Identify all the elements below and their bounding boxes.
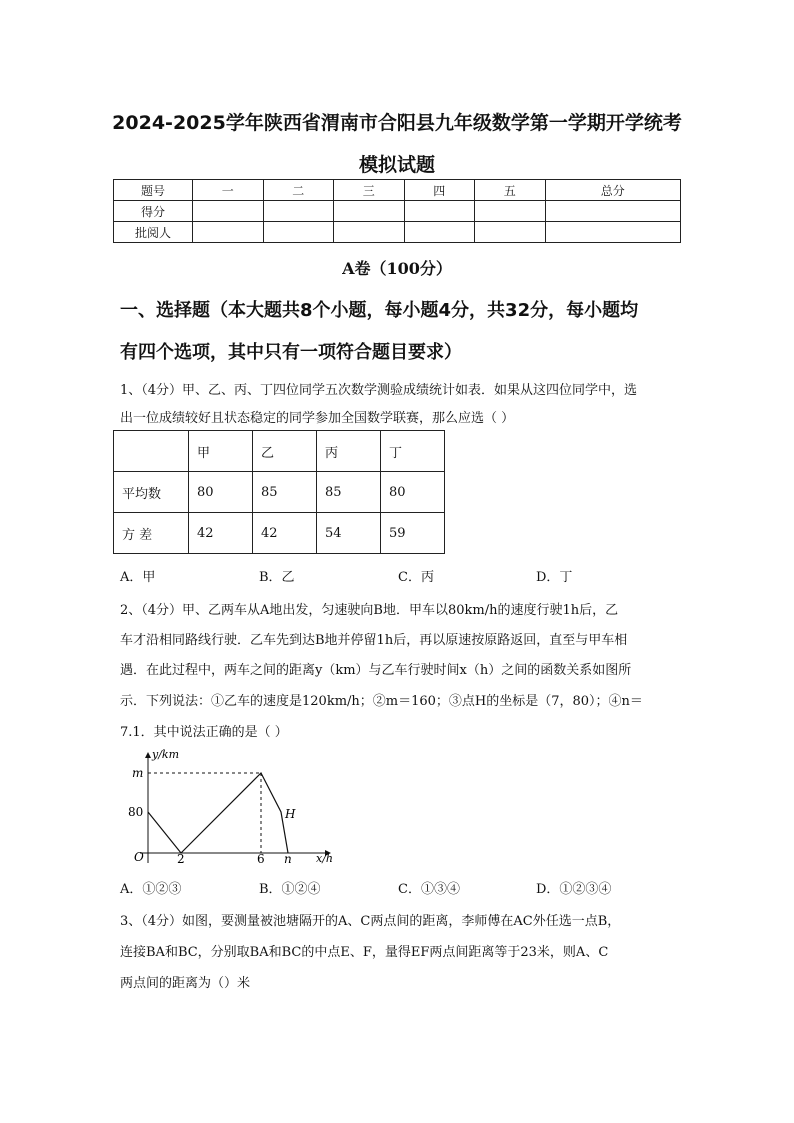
x-axis-label: x/h [316, 852, 333, 865]
score-cell [545, 222, 681, 243]
score-cell [193, 222, 264, 243]
section-a-heading: A卷（100分） [342, 259, 452, 278]
q1-header-cell: 丙 [317, 431, 381, 472]
q2-option-a[interactable]: A．①②③ [120, 882, 182, 897]
score-cell [334, 201, 405, 222]
q1-table-header-row [114, 431, 445, 472]
q1-cell: 80 [189, 472, 253, 513]
score-row-label: 得分 [114, 201, 193, 222]
q1-option-c[interactable]: C．丙 [398, 570, 434, 585]
q1-header-cell: 甲 [189, 431, 253, 472]
q1-option-b[interactable]: B．乙 [259, 570, 295, 585]
distance-graph-line [148, 773, 288, 853]
q2-function-graph [118, 745, 340, 867]
label-m: m [132, 766, 144, 780]
score-cell [263, 201, 334, 222]
q3-text-line3: 两点间的距离为（）米 [120, 976, 251, 991]
q2-option-d[interactable]: D．①②③④ [536, 882, 612, 897]
score-table-row [114, 222, 681, 243]
q3-text-line2: 连接BA和BC，分别取BA和BC的中点E、F，量得EF两点间距离等于23米，则A、C [120, 945, 609, 960]
q2-option-b[interactable]: B．①②④ [259, 882, 321, 897]
q1-cell: 42 [253, 513, 317, 554]
part1-heading-line2: 有四个选项，其中只有一项符合题目要求） [120, 342, 462, 363]
score-cell [263, 222, 334, 243]
score-table [113, 179, 681, 243]
score-cell [545, 201, 681, 222]
q1-cell: 42 [189, 513, 253, 554]
score-table-row [114, 201, 681, 222]
q1-cell: 80 [381, 472, 445, 513]
q2-option-c[interactable]: C．①③④ [398, 882, 460, 897]
q1-option-a[interactable]: A．甲 [120, 570, 156, 585]
score-cell [404, 201, 475, 222]
score-header-cell: 一 [193, 180, 264, 201]
q1-row-label: 方 差 [114, 513, 189, 554]
label-6: 6 [257, 852, 265, 866]
q1-option-d[interactable]: D．丁 [536, 570, 573, 585]
score-table-header-row [114, 180, 681, 201]
label-origin: O [134, 850, 144, 864]
score-cell [475, 201, 546, 222]
part1-heading-line1: 一、选择题（本大题共8个小题，每小题4分，共32分，每小题均 [120, 300, 639, 321]
q2-text-line5: 7.1．其中说法正确的是（ ） [120, 725, 288, 740]
score-header-cell: 题号 [114, 180, 193, 201]
score-header-cell: 五 [475, 180, 546, 201]
q1-cell: 54 [317, 513, 381, 554]
label-h: H [285, 807, 296, 821]
q1-cell: 85 [317, 472, 381, 513]
q1-table-row [114, 472, 445, 513]
q1-header-cell [114, 431, 189, 472]
q1-text-line2: 出一位成绩较好且状态稳定的同学参加全国数学联赛，那么应选（ ） [120, 411, 515, 426]
score-cell [334, 222, 405, 243]
label-80: 80 [128, 805, 144, 819]
q1-header-cell: 丁 [381, 431, 445, 472]
q1-row-label: 平均数 [114, 472, 189, 513]
score-cell [475, 222, 546, 243]
score-cell [193, 201, 264, 222]
q1-cell: 85 [253, 472, 317, 513]
label-2: 2 [177, 852, 185, 866]
score-header-cell: 四 [404, 180, 475, 201]
q1-text-line1: 1、（4分）甲、乙、丙、丁四位同学五次数学测验成绩统计如表．如果从这四位同学中，选 [120, 383, 638, 398]
score-cell [404, 222, 475, 243]
y-axis-label: y/km [152, 748, 180, 761]
q1-stats-table [113, 430, 445, 554]
label-n: n [284, 852, 292, 866]
exam-title-line1: 2024-2025学年陕西省渭南市合阳县九年级数学第一学期开学统考 [112, 112, 682, 134]
q2-text-line4: 示．下列说法：①乙车的速度是120km/h；②m＝160；③点H的坐标是（7，80）；④n＝ [120, 694, 643, 709]
score-row-label: 批阅人 [114, 222, 193, 243]
q2-text-line1: 2、（4分）甲、乙两车从A地出发，匀速驶向B地．甲车以80km/h的速度行驶1h后，乙 [120, 603, 619, 618]
q1-table-row [114, 513, 445, 554]
q2-text-line2: 车才沿相同路线行驶．乙车先到达B地并停留1h后，再以原速按原路返回，直至与甲车相 [120, 633, 628, 648]
q3-text-line1: 3、（4分）如图，要测量被池塘隔开的A、C两点间的距离，李师傅在AC外任选一点B， [120, 914, 621, 929]
score-header-cell: 三 [334, 180, 405, 201]
q1-header-cell: 乙 [253, 431, 317, 472]
exam-title-line2: 模拟试题 [358, 154, 435, 176]
q1-cell: 59 [381, 513, 445, 554]
score-header-cell: 二 [263, 180, 334, 201]
q2-text-line3: 遇．在此过程中，两车之间的距离y（km）与乙车行驶时间x（h）之间的函数关系如图所 [120, 663, 632, 678]
score-header-cell: 总分 [545, 180, 681, 201]
